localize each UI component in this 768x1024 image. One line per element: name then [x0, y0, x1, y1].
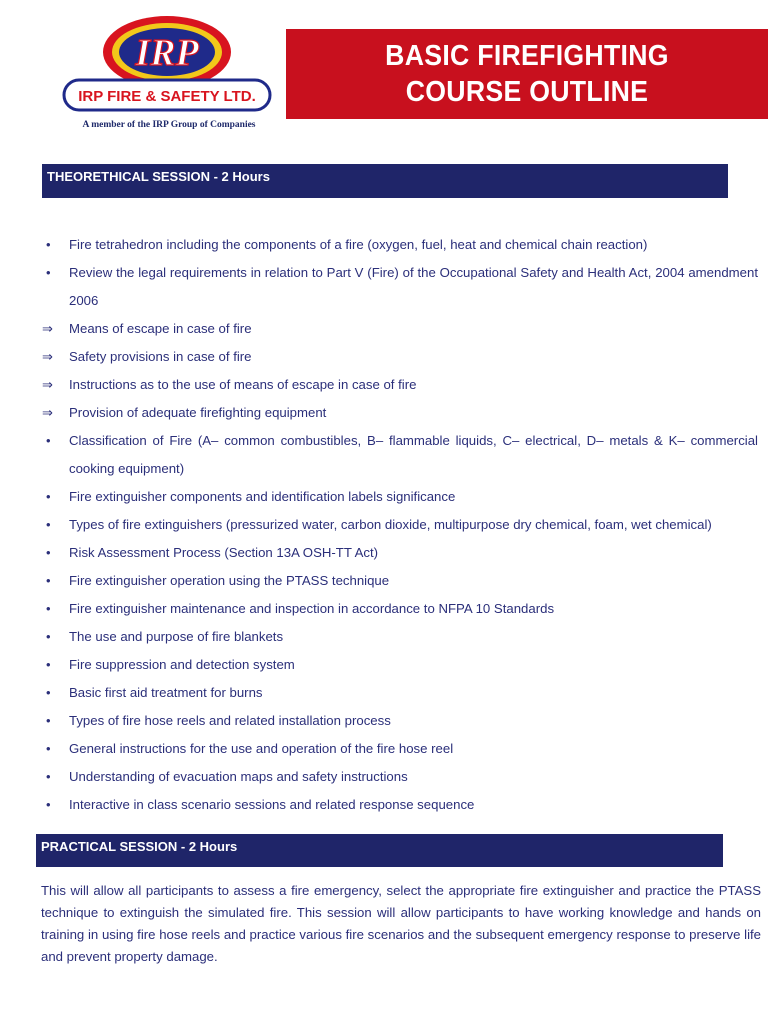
logo-tagline: A member of the IRP Group of Companies	[82, 120, 256, 130]
theory-item-text: Types of fire hose reels and related installation process	[69, 713, 391, 728]
theory-item-text: The use and purpose of fire blankets	[69, 629, 284, 644]
bullet-icon: •	[46, 237, 51, 252]
theory-list-item	[42, 595, 758, 623]
theory-item-text: Fire extinguisher maintenance and inspection in accordance to NFPA 10 Standards	[69, 601, 555, 616]
theory-list-item	[42, 735, 758, 763]
bullet-icon: •	[46, 489, 51, 504]
theory-item-text: Provision of adequate firefighting equipment	[69, 405, 327, 420]
theory-item-text: Understanding of evacuation maps and safety instructions	[69, 769, 408, 784]
theory-list-item	[42, 399, 758, 427]
theory-topic-list	[42, 231, 758, 819]
theory-item-text: Types of fire extinguishers (pressurized water, carbon dioxide, multipurpose dry chemical, foam, wet chemical)	[69, 517, 712, 532]
theory-item-text: Basic first aid treatment for burns	[69, 685, 263, 700]
theory-list-item	[42, 679, 758, 707]
theory-item-text: Fire extinguisher operation using the PTASS technique	[69, 573, 390, 588]
theory-list-item	[42, 427, 758, 483]
bullet-icon: •	[46, 713, 51, 728]
arrow-right-icon: ⇒	[42, 377, 53, 392]
bullet-icon: •	[46, 685, 51, 700]
theory-item-text: Instructions as to the use of means of escape in case of fire	[69, 377, 417, 392]
logo-company-name: IRP FIRE & SAFETY LTD.	[78, 88, 256, 105]
theory-list-item	[42, 539, 758, 567]
title-banner	[286, 29, 768, 119]
theory-section-header: THEORETHICAL SESSION - 2 Hours	[42, 164, 728, 198]
theory-item-text: Fire extinguisher components and identification labels significance	[69, 489, 456, 504]
bullet-icon: •	[46, 797, 51, 812]
title-line-2: COURSE OUTLINE	[405, 76, 649, 108]
arrow-right-icon: ⇒	[42, 321, 53, 336]
theory-item-text: Means of escape in case of fire	[69, 321, 252, 336]
arrow-right-icon: ⇒	[42, 405, 53, 420]
theory-list-item	[42, 763, 758, 791]
bullet-icon: •	[46, 265, 51, 280]
theory-item-text: General instructions for the use and operation of the fire hose reel	[69, 741, 454, 756]
bullet-icon: •	[46, 657, 51, 672]
logo-monogram: IRP	[135, 32, 199, 74]
company-logo	[62, 14, 276, 132]
theory-item-text: Review the legal requirements in relation to Part V (Fire) of the Occupational Safety and Health Act, 2004 amendment 2006	[69, 265, 758, 308]
bullet-icon: •	[46, 545, 51, 560]
title-line-1: BASIC FIREFIGHTING	[385, 40, 669, 72]
theory-item-text: Risk Assessment Process (Section 13A OSH-TT Act)	[69, 545, 379, 560]
theory-list-item	[42, 791, 758, 819]
theory-list-item	[42, 651, 758, 679]
theory-list-item	[42, 567, 758, 595]
theory-item-text: Interactive in class scenario sessions and related response sequence	[69, 797, 475, 812]
irp-logo-graphic	[62, 14, 276, 118]
bullet-icon: •	[46, 573, 51, 588]
theory-item-text: Classification of Fire (A– common combustibles, B– flammable liquids, C– electrical, D– metals & K– commercial cooking equipment)	[69, 433, 758, 476]
bullet-icon: •	[46, 601, 51, 616]
bullet-icon: •	[46, 517, 51, 532]
bullet-icon: •	[46, 629, 51, 644]
theory-list-item	[42, 483, 758, 511]
theory-item-text: Fire tetrahedron including the components of a fire (oxygen, fuel, heat and chemical chain reaction)	[69, 237, 648, 252]
arrow-right-icon: ⇒	[42, 349, 53, 364]
theory-list-item	[42, 315, 758, 343]
theory-list-item	[42, 707, 758, 735]
theory-list-item	[42, 511, 758, 539]
bullet-icon: •	[46, 433, 51, 448]
theory-list-item	[42, 343, 758, 371]
bullet-icon: •	[46, 741, 51, 756]
bullet-icon: •	[46, 769, 51, 784]
theory-list-item	[42, 623, 758, 651]
theory-list-item	[42, 231, 758, 259]
theory-item-text: Fire suppression and detection system	[69, 657, 295, 672]
theory-list-item	[42, 371, 758, 399]
theory-item-text: Safety provisions in case of fire	[69, 349, 252, 364]
theory-list-item	[42, 259, 758, 315]
practical-section-header: PRACTICAL SESSION - 2 Hours	[36, 834, 723, 867]
practical-description: This will allow all participants to assess a fire emergency, select the appropriate fire extinguisher and practice the PTASS technique to extinguish the simulated fire. This session will allow participants to have working knowledge and hands on training in using fire hose reels and practice various fire scenarios and the subsequent emergency response to preserve life and prevent property damage.	[41, 883, 761, 964]
